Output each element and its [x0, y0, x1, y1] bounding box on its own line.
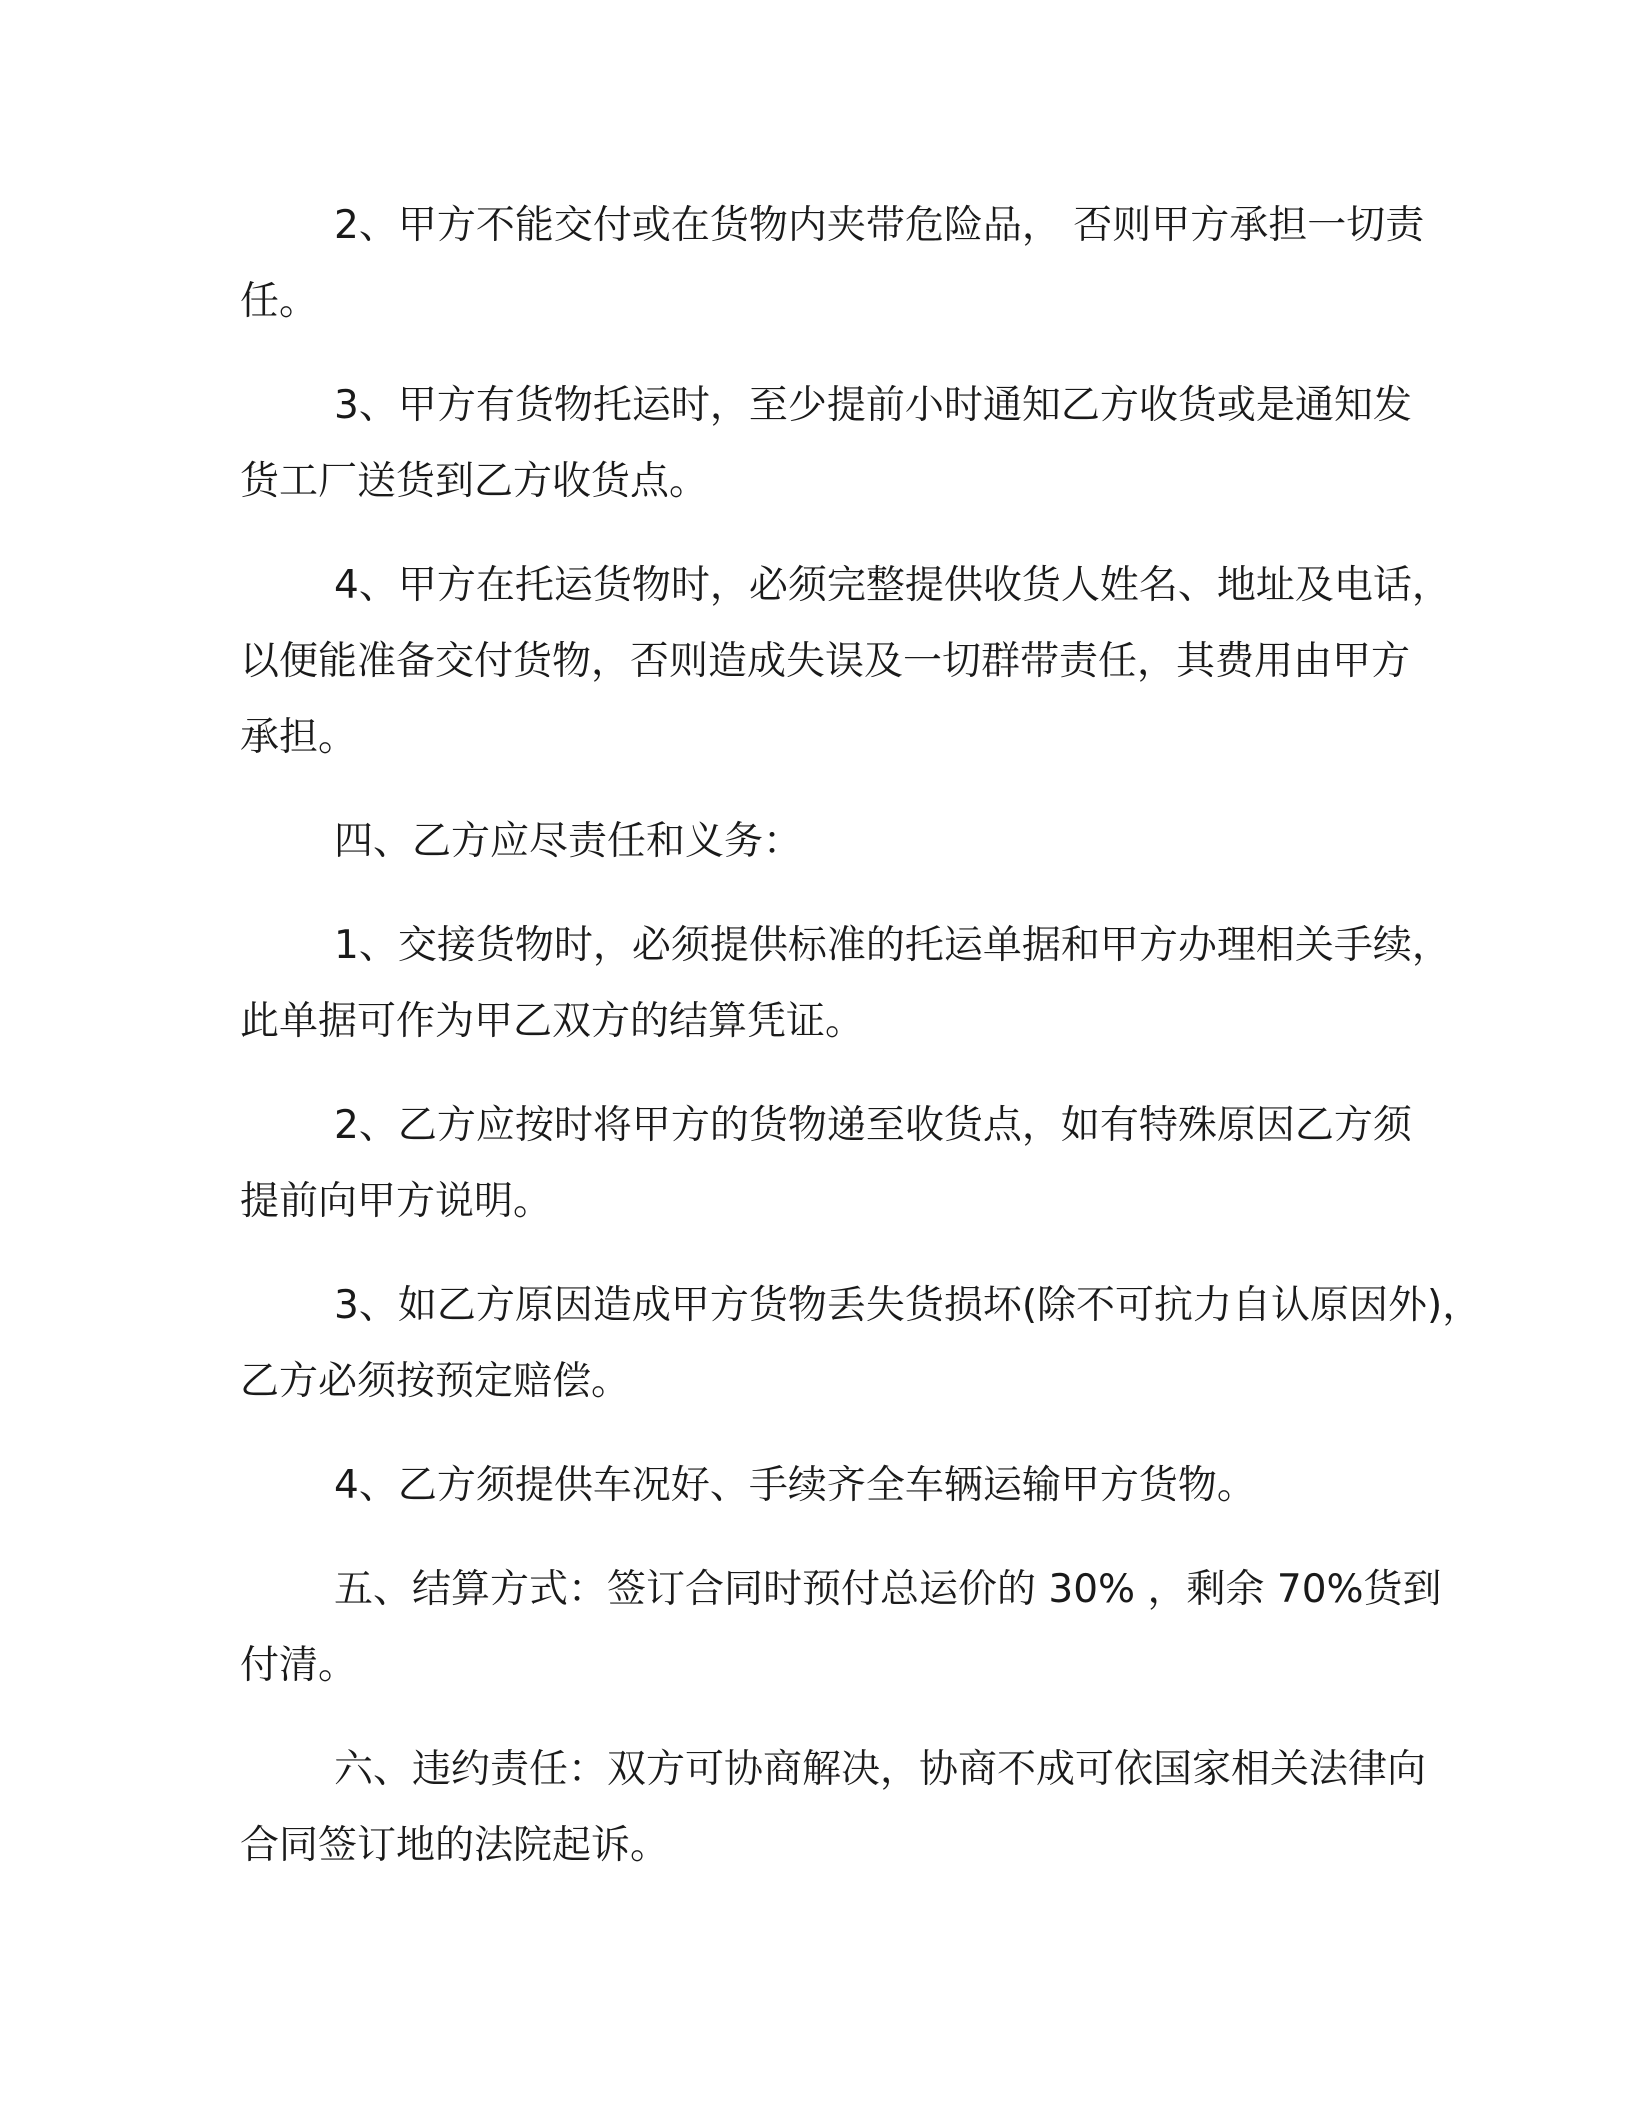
paragraph-1-yi-handover — [240, 908, 1451, 1060]
paragraph-line: 4、甲方在托运货物时，必须完整提供收货人姓名、地址及电话， — [334, 563, 1451, 608]
paragraph-line: 承担。 — [240, 715, 358, 760]
paragraph-3-yi-compensation — [240, 1268, 1482, 1420]
paragraph-line: 3、甲方有货物托运时，至少提前小时通知乙方收货或是通知发 — [334, 383, 1412, 428]
paragraph-3-jia-notice — [240, 368, 1420, 520]
section-heading-yi-duties — [240, 804, 1420, 880]
paragraph-line: 六、违约责任：双方可协商解决，协商不成可依国家相关法律向 — [334, 1747, 1427, 1792]
document-body — [240, 188, 1482, 1912]
section-heading: 四、乙方应尽责任和义务： — [334, 819, 803, 864]
paragraph-line: 货工厂送货到乙方收货点。 — [240, 459, 709, 504]
paragraph-line: 合同签订地的法院起诉。 — [240, 1823, 670, 1868]
paragraph-line: 付清。 — [240, 1643, 358, 1688]
paragraph-4-jia-recipient-info — [240, 548, 1451, 776]
paragraph-2-yi-delivery — [240, 1088, 1420, 1240]
paragraph-line: 1、交接货物时，必须提供标准的托运单据和甲方办理相关手续， — [334, 923, 1451, 968]
paragraph-line: 4、乙方须提供车况好、手续齐全车辆运输甲方货物。 — [334, 1463, 1256, 1508]
paragraph-line: 提前向甲方说明。 — [240, 1179, 553, 1224]
paragraph-2-jia-dangerous-goods — [240, 188, 1425, 340]
paragraph-line: 2、乙方应按时将甲方的货物递至收货点，如有特殊原因乙方须 — [334, 1103, 1412, 1148]
section-settlement — [240, 1552, 1442, 1704]
paragraph-line: 3、如乙方原因造成甲方货物丢失货损坏(除不可抗力自认原因外)， — [334, 1283, 1482, 1328]
paragraph-line: 2、甲方不能交付或在货物内夹带危险品， 否则甲方承担一切责 — [334, 203, 1425, 248]
paragraph-line: 以便能准备交付货物，否则造成失误及一切群带责任，其费用由甲方 — [240, 639, 1411, 684]
section-breach-liability — [240, 1732, 1427, 1884]
paragraph-4-yi-vehicle — [240, 1448, 1420, 1524]
paragraph-line: 五、结算方式：签订合同时预付总运价的 30% ，剩余 70%货到 — [334, 1567, 1442, 1612]
paragraph-line: 乙方必须按预定赔偿。 — [240, 1359, 631, 1404]
paragraph-line: 此单据可作为甲乙双方的结算凭证。 — [240, 999, 865, 1044]
paragraph-line: 任。 — [240, 279, 319, 324]
